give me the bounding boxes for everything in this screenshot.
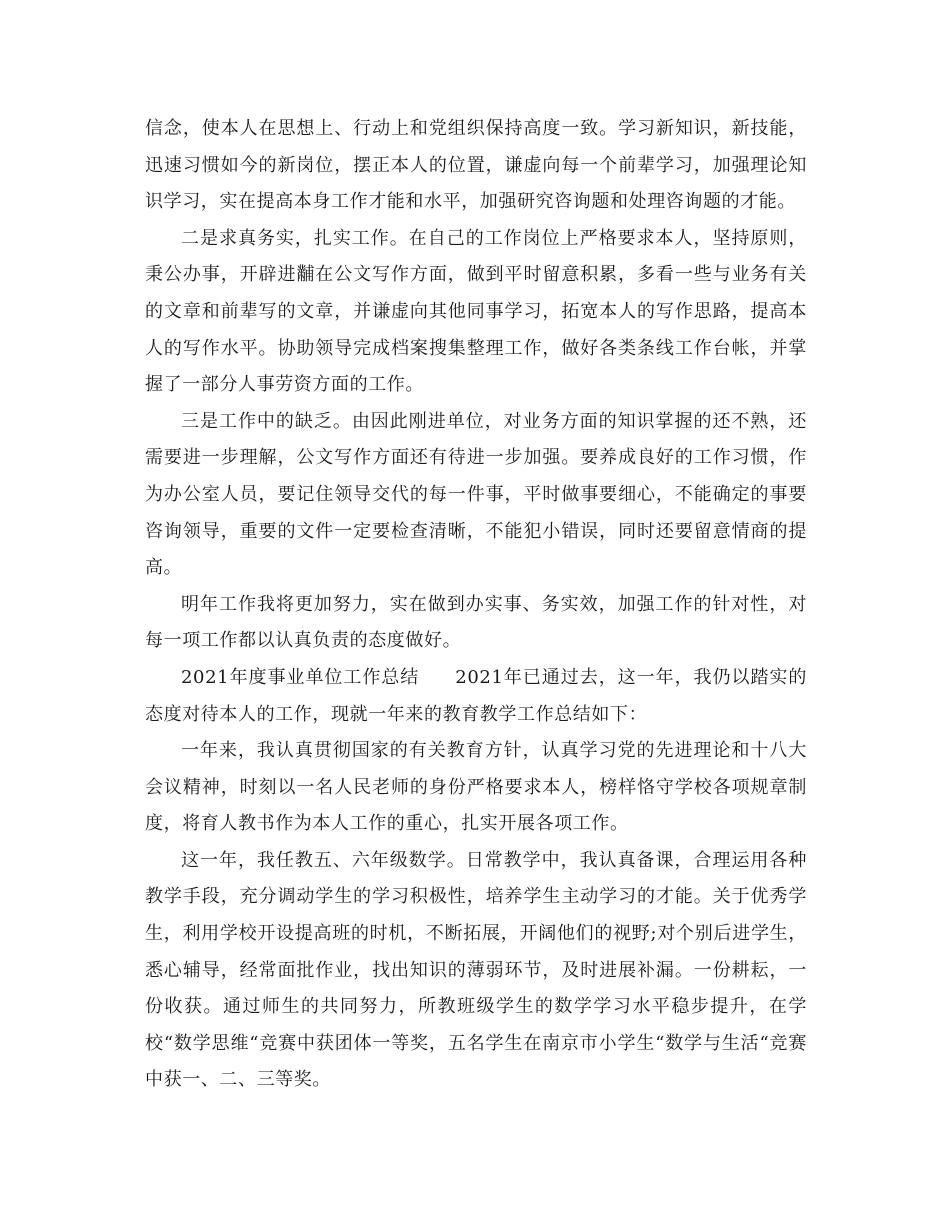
paragraph-7: 这一年，我任教五、六年级数学。日常教学中，我认真备课，合理运用各种教学手段，充分调动学生的学习积极性，培养学生主动学习的才能。关于优秀学生，利用学校开设提高班的时机，不断拓展，开阔他们的视野;对个别后进学生，悉心辅导，经常面批作业，找出知识的薄弱环节，及时进展补漏。一份耕耘，一份收获。通过师生的共同努力，所教班级学生的数学学习水平稳步提升，在学校“数学思维“竞赛中获团体一等奖，五名学生在南京市小学生“数学与生活“竞赛中获一、二、三等奖。: [145, 849, 807, 1091]
paragraph-1: 信念，使本人在思想上、行动上和党组织保持高度一致。学习新知识，新技能，迅速习惯如今的新岗位，摆正本人的位置，谦虚向每一个前辈学习，加强理论知识学习，实在提高本身工作才能和水平，加强研究咨询题和处理咨询题的才能。: [145, 118, 807, 213]
document-body: [145, 111, 807, 1099]
paragraph-3: 三是工作中的缺乏。由因此刚进单位，对业务方面的知识掌握的还不熟，还需要进一步理解，公文写作方面还有待进一步加强。要养成良好的工作习惯，作为办公室人员，要记住领导交代的每一件事，平时做事要细心，不能确定的事要咨询领导，重要的文件一定要检查清晰，不能犯小错误，同时还要留意情商的提高。: [145, 410, 807, 579]
section-intro: 2021年已通过去，这一年，我仍以踏实的态度对待本人的工作，现就一年来的教育教学工作总结如下：: [145, 666, 807, 725]
paragraph-2: 二是求真务实，扎实工作。在自己的工作岗位上严格要求本人，坚持原则，秉公办事，开辟进黼在公文写作方面，做到平时留意积累，多看一些与业务有关的文章和前辈写的文章，并谦虚向其他同事学习，拓宽本人的写作思路，提高本人的写作水平。协助领导完成档案搜集整理工作，做好各类条线工作台帐，并掌握了一部分人事劳资方面的工作。: [145, 227, 807, 396]
heading-paragraph: [145, 660, 807, 733]
paragraph-4: 明年工作我将更加努力，实在做到办实事、务实效，加强工作的针对性，对每一项工作都以认真负责的态度做好。: [145, 593, 807, 652]
paragraph-6: 一年来，我认真贯彻国家的有关教育方针，认真学习党的先进理论和十八大会议精神，时刻以一名人民老师的身份严格要求本人，榜样恪守学校各项规章制度，将育人教书作为本人工作的重心，扎实开展各项工作。: [145, 740, 807, 835]
section-title: 2021年度事业单位工作总结: [181, 666, 420, 688]
